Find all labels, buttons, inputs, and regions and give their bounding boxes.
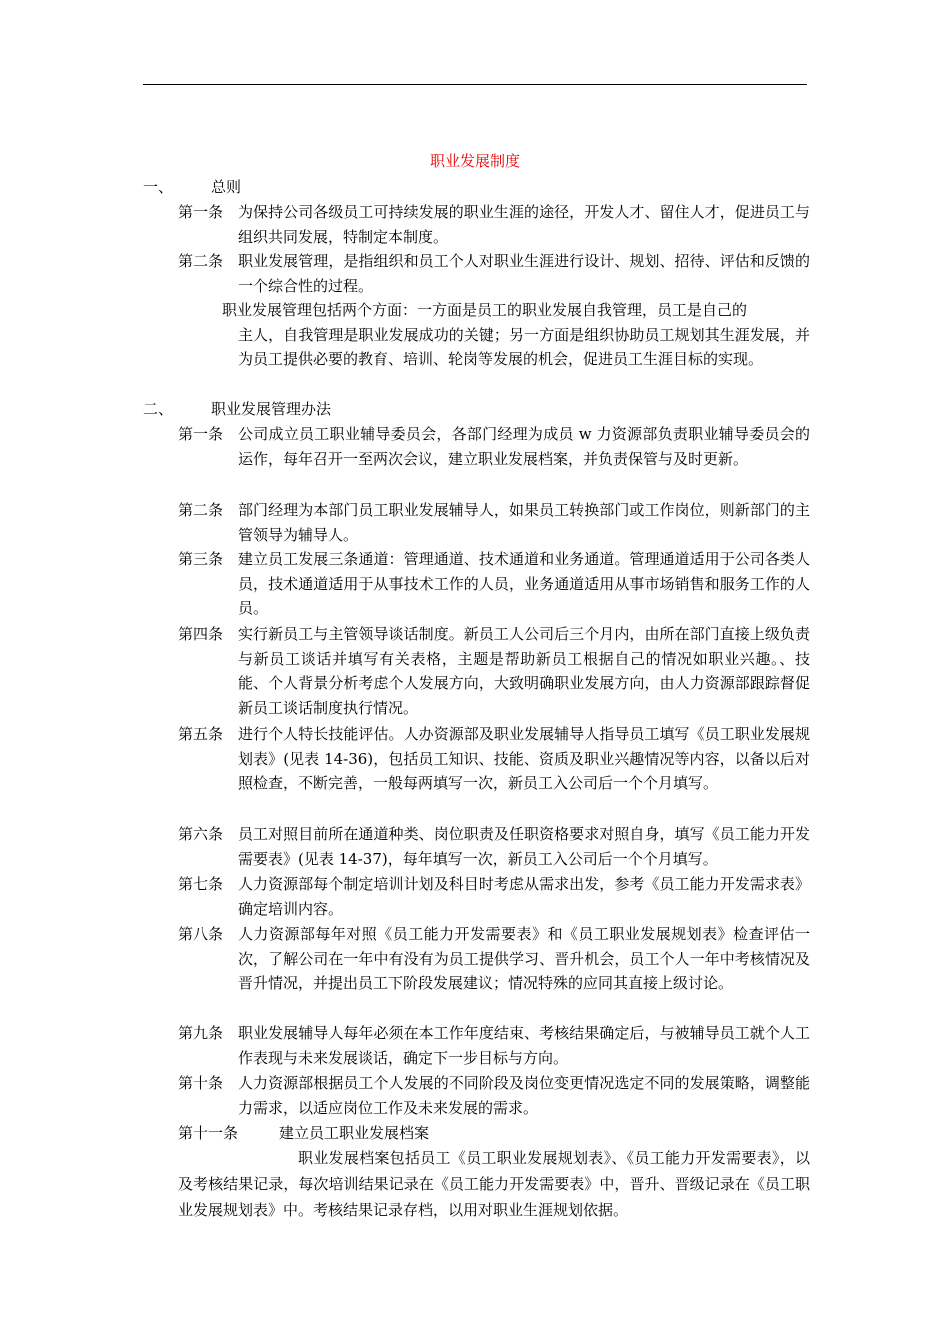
paragraph-first-line: 职业发展管理包括两个方面：一方面是员工的职业发展自我管理，员工是自己的	[222, 301, 748, 319]
article-label: 第一条	[178, 425, 224, 443]
article-label: 第九条	[178, 1024, 224, 1042]
article-text: 进行个人特长技能评估。人办资源部及职业发展辅导人指导员工填写《员工职业发展规划表》(见表 14-36)，包括员工知识、技能、资质及职业兴趣情况等内容，以备以后对照检查，不断完善，一般每两填写一次，新员工入公司后一个个月填写。	[238, 725, 810, 792]
article-label: 第六条	[178, 825, 224, 843]
article	[178, 422, 810, 471]
article-text: 实行新员工与主管领导谈话制度。新员工人公司后三个月内，由所在部门直接上级负责与新员工谈话并填写有关表格，主题是帮助新员工根据自己的情况如职业兴趣。、技能、个人背景分析考虑个人发展方向，大致明确职业发展方向，由人力资源部跟踪督促新员工谈话制度执行情况。	[238, 625, 810, 717]
article-label: 第三条	[178, 550, 224, 568]
article	[178, 1021, 810, 1070]
section-heading	[143, 176, 241, 198]
article-label: 第五条	[178, 725, 224, 743]
article	[178, 249, 810, 298]
article	[178, 722, 810, 796]
article-text: 人力资源部每个制定培训计划及科目时考虑从需求出发，参考《员工能力开发需求表》确定培训内容。	[238, 875, 810, 918]
article-label: 第七条	[178, 875, 224, 893]
article-text: 为保持公司各级员工可持续发展的职业生涯的途径，开发人才、留住人才，促进员工与组织共同发展，特制定本制度。	[238, 203, 810, 246]
article-text: 人力资源部根据员工个人发展的不同阶段及岗位变更情况选定不同的发展策略，调整能力需求，以适应岗位工作及未来发展的需求。	[238, 1074, 810, 1117]
article-label: 第十条	[178, 1074, 224, 1092]
article	[178, 547, 810, 621]
article	[178, 822, 810, 871]
section-heading	[143, 398, 331, 420]
header-rule	[143, 84, 807, 85]
article-text: 员工对照目前所在通道种类、岗位职责及任职资格要求对照自身，填写《员工能力开发需要表》(见表 14-37)，每年填写一次，新员工入公司后一个个月填写。	[238, 825, 810, 868]
section-number: 二、	[143, 400, 174, 418]
article-eleven	[178, 1122, 429, 1144]
paragraph-continuation: 主人，自我管理是职业发展成功的关键；另一方面是组织协助员工规划其生涯发展，并为员工提供必要的教育、培训、轮岗等发展的机会，促进员工生涯目标的实现。	[238, 325, 810, 368]
archive-paragraph: 职业发展档案包括员工《员工职业发展规划表》、《员工能力开发需要表》，以及考核结果记录，每次培训结果记录在《员工能力开发需要表》中，晋升、晋级记录在《员工职业发展规划表》中。考核结果记录存档，以用对职业生涯规划依据。	[178, 1149, 810, 1219]
article	[178, 498, 810, 547]
article	[178, 872, 810, 921]
article-text: 职业发展辅导人每年必须在本工作年度结束、考核结果确定后，与被辅导员工就个人工作表现与未来发展谈话，确定下一步目标与方向。	[238, 1024, 810, 1067]
article-text: 职业发展管理，是指组织和员工个人对职业生涯进行设计、规划、招待、评估和反馈的一个综合性的过程。	[238, 252, 810, 295]
article-text: 建立员工发展三条通道：管理通道、技术通道和业务通道。管理通道适用于公司各类人员，技术通道适用于从事技术工作的人员，业务通道适用从事市场销售和服务工作的人员。	[238, 550, 810, 617]
document-title: 职业发展制度	[429, 152, 520, 170]
article-label: 第四条	[178, 625, 224, 643]
section-title: 职业发展管理办法	[211, 400, 332, 418]
section-number: 一、	[143, 178, 174, 196]
article-label: 第二条	[178, 252, 224, 270]
article-label: 第十一条	[178, 1124, 239, 1142]
section-title: 总则	[211, 178, 242, 196]
article	[178, 200, 810, 249]
paragraph	[222, 298, 810, 372]
article-label: 第一条	[178, 203, 224, 221]
article-heading: 建立员工职业发展档案	[279, 1124, 430, 1142]
article-text: 人力资源部每年对照《员工能力开发需要表》和《员工职业发展规划表》检查评估一次，了解公司在一年中有没有为员工提供学习、晋升机会，员工个人一年中考核情况及晋升情况，并提出员工下阶段发展建议；情况特殊的应同其直接上级讨论。	[238, 925, 810, 992]
article-label: 第二条	[178, 501, 224, 519]
article	[178, 622, 810, 720]
article-text: 公司成立员工职业辅导委员会，各部门经理为成员 w 力资源部负责职业辅导委员会的运作，每年召开一至两次会议，建立职业发展档案，并负责保管与及时更新。	[238, 425, 810, 468]
article	[178, 1071, 810, 1120]
article-label: 第八条	[178, 925, 224, 943]
article	[178, 922, 810, 996]
article-text: 部门经理为本部门员工职业发展辅导人，如果员工转换部门或工作岗位，则新部门的主管领导为辅导人。	[238, 501, 810, 544]
